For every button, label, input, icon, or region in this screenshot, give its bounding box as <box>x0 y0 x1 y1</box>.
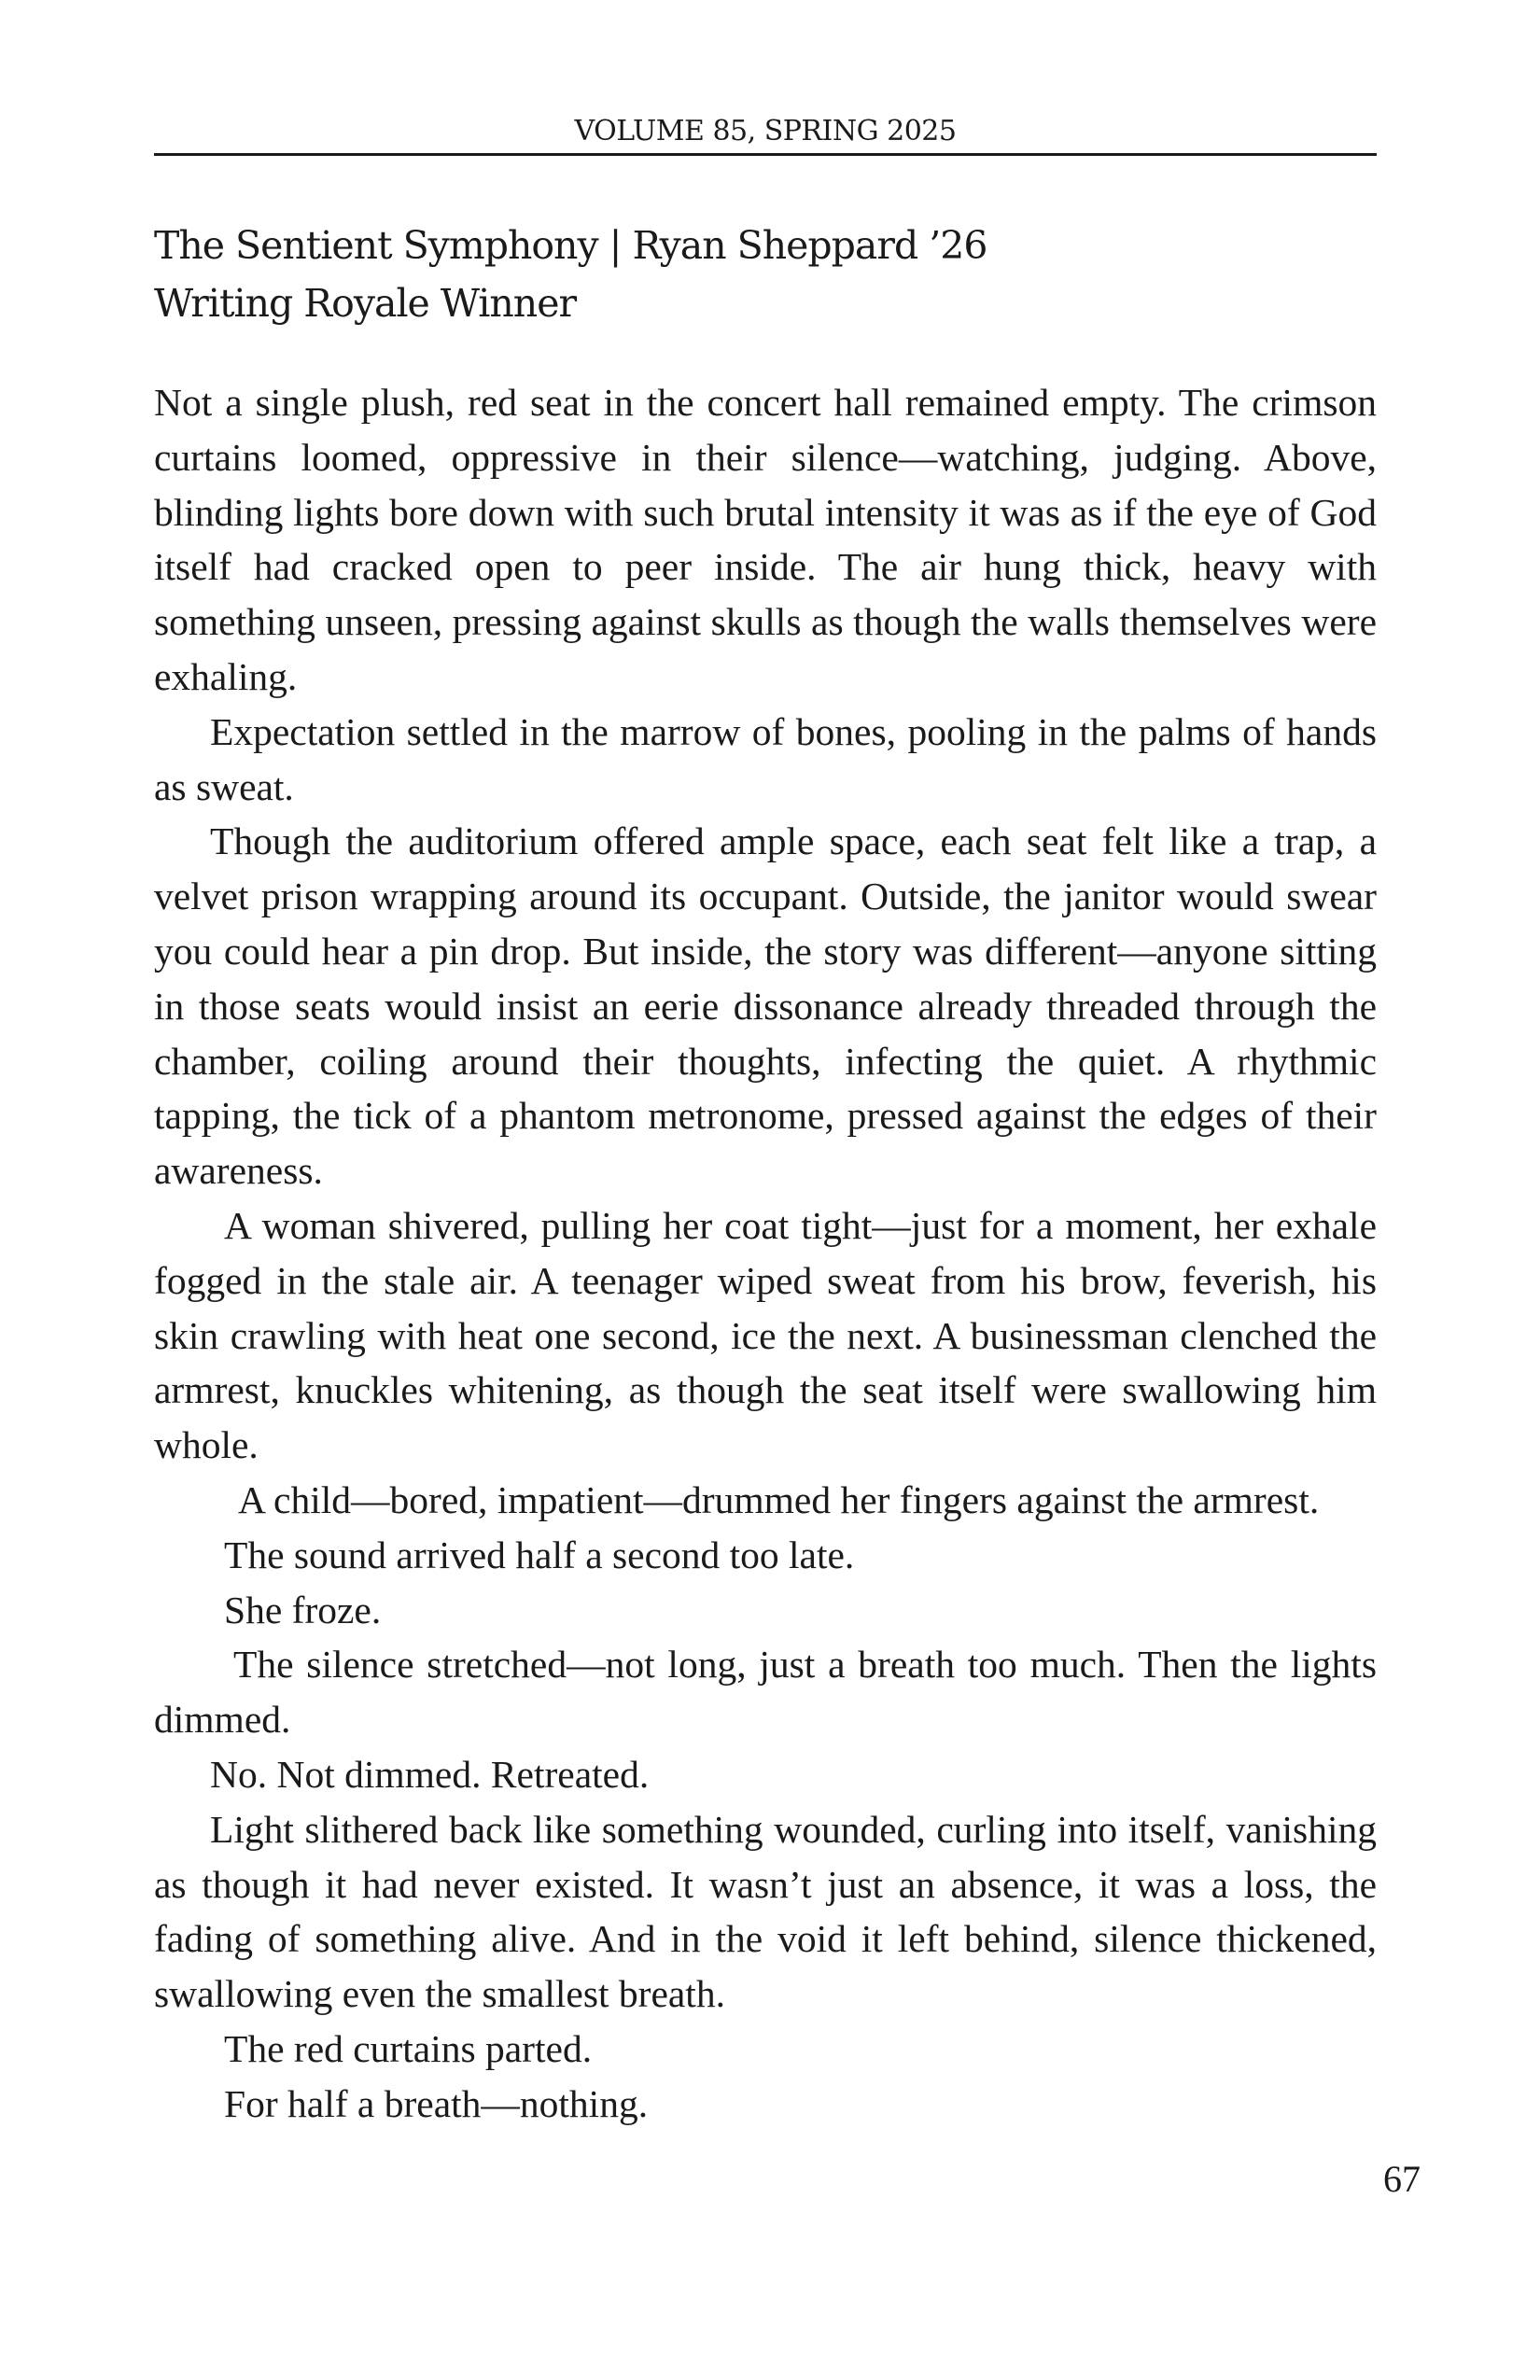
article-body <box>154 375 1377 2132</box>
paragraph: The silence stretched—not long, just a breath too much. Then the lights dimmed. <box>154 1643 1377 1742</box>
article-heading <box>154 217 1377 332</box>
running-head: VOLUME 85, SPRING 2025 <box>154 110 1377 156</box>
paragraph: Though the auditorium offered ample space, each seat felt like a trap, a velvet prison wrapping around its occupant. Outside, the janitor would swear you could hear a pin drop. But inside, the story was different—anyone sitting in those seats would insist an eerie dissonance already threaded through the chamber, coiling around their thoughts, infecting the quiet. A rhythmic tapping, the tick of a phantom metronome, pressed against the edges of their awareness. <box>154 819 1377 1193</box>
paragraph: A woman shivered, pulling her coat tight—just for a moment, her exhale fogged in the stale air. A teenager wiped sweat from his brow, feverish, his skin crawling with heat one second, ice the next. A businessman clenched the armrest, knuckles whitening, as though the seat itself were swallowing him whole. <box>154 1203 1377 1467</box>
paragraph: For half a breath—nothing. <box>224 2081 649 2125</box>
paragraph: Not a single plush, red seat in the concert hall remained empty. The crimson curtains loomed, oppressive in their silence—watching, judging. Above, blinding lights bore down with such brutal intensity it was as if the eye of God itself had cracked open to peer inside. The air hung thick, heavy with something unseen, pressing against skulls as though the walls themselves were exhaling. <box>154 381 1377 698</box>
paragraph: The red curtains parted. <box>224 2026 593 2070</box>
article-title: The Sentient Symphony | Ryan Sheppard ’26 <box>154 223 987 268</box>
article-subtitle: Writing Royale Winner <box>154 281 577 326</box>
paragraph: No. Not dimmed. Retreated. <box>210 1752 650 1796</box>
paragraph: Expectation settled in the marrow of bones, pooling in the palms of hands as sweat. <box>154 709 1377 808</box>
paragraph: She froze. <box>224 1588 382 1631</box>
paragraph: The sound arrived half a second too late. <box>224 1533 855 1576</box>
paragraph: A child—bored, impatient—drummed her fingers against the armrest. <box>238 1477 1320 1521</box>
page-number: 67 <box>1383 2158 1421 2200</box>
paragraph: Light slithered back like something wounded, curling into itself, vanishing as though it had never existed. It wasn’t just an absence, it was a loss, the fading of something alive. And in the void it left behind, silence thickened, swallowing even the smallest breath. <box>154 1807 1377 2016</box>
